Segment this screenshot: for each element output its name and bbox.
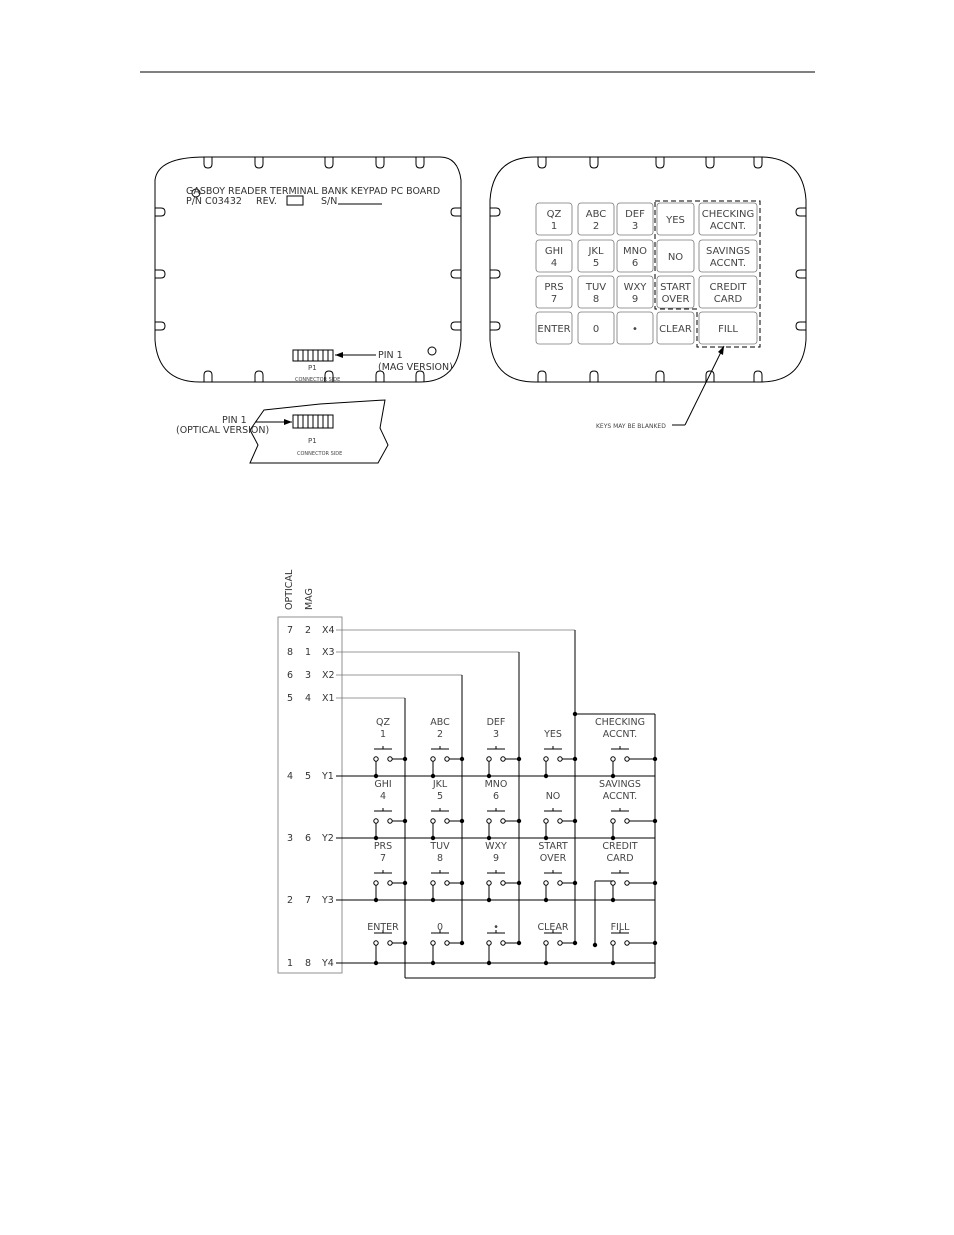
mag-pin: 3: [305, 670, 312, 681]
mag-pin: 8: [305, 958, 312, 969]
switch-contact: [611, 757, 615, 761]
connector-side-optical: CONNECTOR SIDE: [297, 451, 343, 457]
junction: [611, 898, 615, 902]
switch-contact: [544, 881, 548, 885]
pin1-label-optical: PIN 1: [222, 415, 247, 426]
junction: [431, 898, 435, 902]
switch-contact: [388, 881, 392, 885]
optical-pin: 6: [287, 670, 294, 681]
junction: [573, 757, 577, 761]
key-label: YES: [666, 215, 685, 226]
switch-label: CARD: [606, 853, 634, 864]
switch-label: GHI: [374, 779, 392, 790]
switch-contact: [431, 881, 435, 885]
junction: [573, 881, 577, 885]
board-part-number: P/N C03432: [186, 196, 242, 207]
junction: [460, 819, 464, 823]
switch-contact: [558, 819, 562, 823]
switch-label: ACCNT.: [602, 729, 638, 740]
switch-label: 7: [379, 853, 387, 864]
switch-contact: [487, 941, 491, 945]
switch-contact: [374, 881, 378, 885]
key-label: JKL: [588, 246, 604, 257]
junction: [611, 961, 615, 965]
switch-contact: [558, 757, 562, 761]
key-label: 9: [631, 294, 639, 305]
junction: [611, 836, 615, 840]
junction: [460, 941, 464, 945]
junction: [544, 961, 548, 965]
line-name: Y1: [322, 771, 334, 782]
switch-contact: [487, 757, 491, 761]
switch-label: 2: [436, 729, 444, 740]
junction: [403, 819, 407, 823]
junction: [374, 961, 378, 965]
mag-pin: 6: [305, 833, 312, 844]
optical-pin: 4: [287, 771, 294, 782]
junction: [517, 819, 521, 823]
mag-pin: 1: [305, 647, 312, 658]
key-label: START: [660, 282, 691, 293]
key-label: ABC: [585, 209, 607, 220]
key-label: 2: [592, 221, 600, 232]
key-label: 0: [592, 324, 600, 335]
junction: [487, 898, 491, 902]
switch-contact: [625, 941, 629, 945]
switch-label: CHECKING: [595, 717, 645, 728]
key-label: TUV: [585, 282, 607, 293]
switch-label: 9: [492, 853, 500, 864]
optical-pin: 3: [287, 833, 294, 844]
switch-contact: [487, 819, 491, 823]
switch-contact: [544, 757, 548, 761]
switch-contact: [558, 881, 562, 885]
junction: [573, 819, 577, 823]
switch-label: PRS: [373, 841, 393, 852]
junction: [431, 836, 435, 840]
matrix-schematic: [278, 569, 657, 978]
junction: [611, 774, 615, 778]
switch-contact: [544, 819, 548, 823]
connector-side-mag: CONNECTOR SIDE: [295, 377, 341, 383]
optical-connector-fragment: [176, 400, 388, 463]
junction: [517, 757, 521, 761]
key-label: SAVINGS: [705, 246, 751, 257]
line-name: X3: [322, 647, 335, 658]
switch-label: QZ: [376, 717, 390, 728]
switch-label: ABC: [430, 717, 450, 728]
junction: [374, 898, 378, 902]
junction: [431, 961, 435, 965]
switch-label: 5: [436, 791, 444, 802]
junction: [431, 774, 435, 778]
key-label: ENTER: [537, 324, 571, 335]
key-label: 4: [550, 258, 558, 269]
mag-version-label: (MAG VERSION): [378, 362, 453, 373]
switch-label: CREDIT: [602, 841, 638, 852]
switch-label: YES: [544, 729, 562, 740]
key-label: 3: [631, 221, 639, 232]
switch-contact: [501, 881, 505, 885]
junction: [593, 943, 597, 947]
switch-contact: [501, 819, 505, 823]
line-name: Y2: [322, 833, 334, 844]
optical-pin: 8: [287, 647, 294, 658]
mounting-hole: [428, 347, 436, 355]
switch-label: 8: [436, 853, 444, 864]
key-label: GHI: [544, 246, 564, 257]
switch-contact: [374, 941, 378, 945]
junction: [487, 774, 491, 778]
rev-box: [287, 196, 303, 205]
switch-contact: [445, 757, 449, 761]
switch-contact: [501, 941, 505, 945]
key-label: 5: [592, 258, 600, 269]
line-name: X2: [322, 670, 335, 681]
key-label: ACCNT.: [709, 221, 747, 232]
key-label: PRS: [544, 282, 564, 293]
switch-label: OVER: [539, 853, 567, 864]
connector-label-optical: P1: [308, 437, 317, 445]
blank-note-leader: [685, 346, 724, 425]
switch-label: 3: [492, 729, 500, 740]
switch-label: ENTER: [367, 922, 399, 933]
optical-version-label: (OPTICAL VERSION): [176, 425, 270, 436]
keypad-keys: [536, 203, 757, 344]
board-back-view: [155, 157, 461, 383]
key-label: MNO: [623, 246, 647, 257]
junction: [544, 836, 548, 840]
switch-label: JKL: [432, 779, 448, 790]
junction: [573, 941, 577, 945]
switch-contact: [445, 881, 449, 885]
header-optical: OPTICAL: [284, 569, 295, 610]
switch-label: •: [493, 922, 499, 933]
switch-contact: [445, 941, 449, 945]
junction: [374, 836, 378, 840]
pin1-arrowhead-optical: [284, 419, 292, 425]
board-front-notches: [490, 157, 806, 382]
junction: [460, 881, 464, 885]
switch-contact: [544, 941, 548, 945]
key-label: OVER: [661, 294, 690, 305]
key-label: 6: [631, 258, 639, 269]
optical-pin: 2: [287, 895, 294, 906]
junction: [517, 941, 521, 945]
board-front-view: [490, 157, 806, 430]
line-name: X4: [322, 625, 335, 636]
connector-label-mag: P1: [308, 364, 317, 372]
switch-contact: [388, 941, 392, 945]
switch-label: MNO: [484, 779, 508, 790]
switch-contact: [431, 941, 435, 945]
key-label: CARD: [713, 294, 743, 305]
key-label: CLEAR: [659, 324, 692, 335]
board-title: GASBOY READER TERMINAL BANK KEYPAD PC BOARD: [186, 186, 441, 197]
line-name: X1: [322, 693, 335, 704]
junction: [517, 881, 521, 885]
key-label: ACCNT.: [709, 258, 747, 269]
junction: [403, 757, 407, 761]
junction: [374, 774, 378, 778]
key-label: 8: [592, 294, 600, 305]
junction: [573, 712, 577, 716]
junction: [487, 961, 491, 965]
key-label: DEF: [625, 209, 645, 220]
switch-contact: [625, 819, 629, 823]
connector-mag: [293, 350, 333, 361]
switch-contact: [558, 941, 562, 945]
switch-label: DEF: [486, 717, 506, 728]
switch-contact: [374, 757, 378, 761]
line-name: Y4: [322, 958, 334, 969]
switch-contact: [388, 819, 392, 823]
switch-label: NO: [545, 791, 561, 802]
mag-pin: 5: [305, 771, 312, 782]
key-label: FILL: [718, 324, 738, 335]
optical-pin: 1: [287, 958, 294, 969]
junction: [487, 836, 491, 840]
switch-label: TUV: [430, 841, 450, 852]
switch-label: START: [538, 841, 568, 852]
board-rev-label: REV.: [256, 196, 277, 207]
blank-note: KEYS MAY BE BLANKED: [596, 423, 666, 430]
switch-contact: [431, 819, 435, 823]
header-mag: MAG: [304, 588, 315, 610]
junction: [544, 898, 548, 902]
optical-pin: 5: [287, 693, 294, 704]
switch-contact: [611, 819, 615, 823]
junction: [544, 774, 548, 778]
key-label: CHECKING: [701, 209, 755, 220]
switch-label: ACCNT.: [602, 791, 638, 802]
mag-pin: 7: [305, 895, 312, 906]
key-label: 1: [550, 221, 558, 232]
key-label: •: [632, 324, 638, 335]
key-label: WXY: [623, 282, 647, 293]
switch-label: 6: [492, 791, 500, 802]
junction: [403, 941, 407, 945]
switch-label: CLEAR: [537, 922, 569, 933]
switch-contact: [445, 819, 449, 823]
switch-contact: [431, 757, 435, 761]
mag-pin: 2: [305, 625, 312, 636]
pin1-arrowhead-mag: [335, 352, 343, 358]
switch-label: SAVINGS: [599, 779, 641, 790]
switch-label: 1: [379, 729, 387, 740]
junction: [403, 881, 407, 885]
board-front-outline: [490, 157, 806, 382]
switch-label: 4: [379, 791, 387, 802]
pin1-label-mag: PIN 1: [378, 350, 403, 361]
key-label: 7: [550, 294, 558, 305]
optical-pin: 7: [287, 625, 294, 636]
switch-contact: [625, 881, 629, 885]
switch-contact: [374, 819, 378, 823]
key-label: NO: [667, 252, 684, 263]
key-label: CREDIT: [709, 282, 747, 293]
switch-label: WXY: [485, 841, 507, 852]
mag-pin: 4: [305, 693, 312, 704]
switch-contact: [625, 757, 629, 761]
key-label: QZ: [546, 209, 562, 220]
board-sn-label: S/N: [321, 196, 338, 207]
switch-label: 0: [436, 922, 444, 933]
switch-contact: [487, 881, 491, 885]
junction: [460, 757, 464, 761]
switch-contact: [501, 757, 505, 761]
switch-contact: [611, 941, 615, 945]
line-name: Y3: [322, 895, 334, 906]
switch-label: FILL: [610, 922, 630, 933]
switch-contact: [388, 757, 392, 761]
